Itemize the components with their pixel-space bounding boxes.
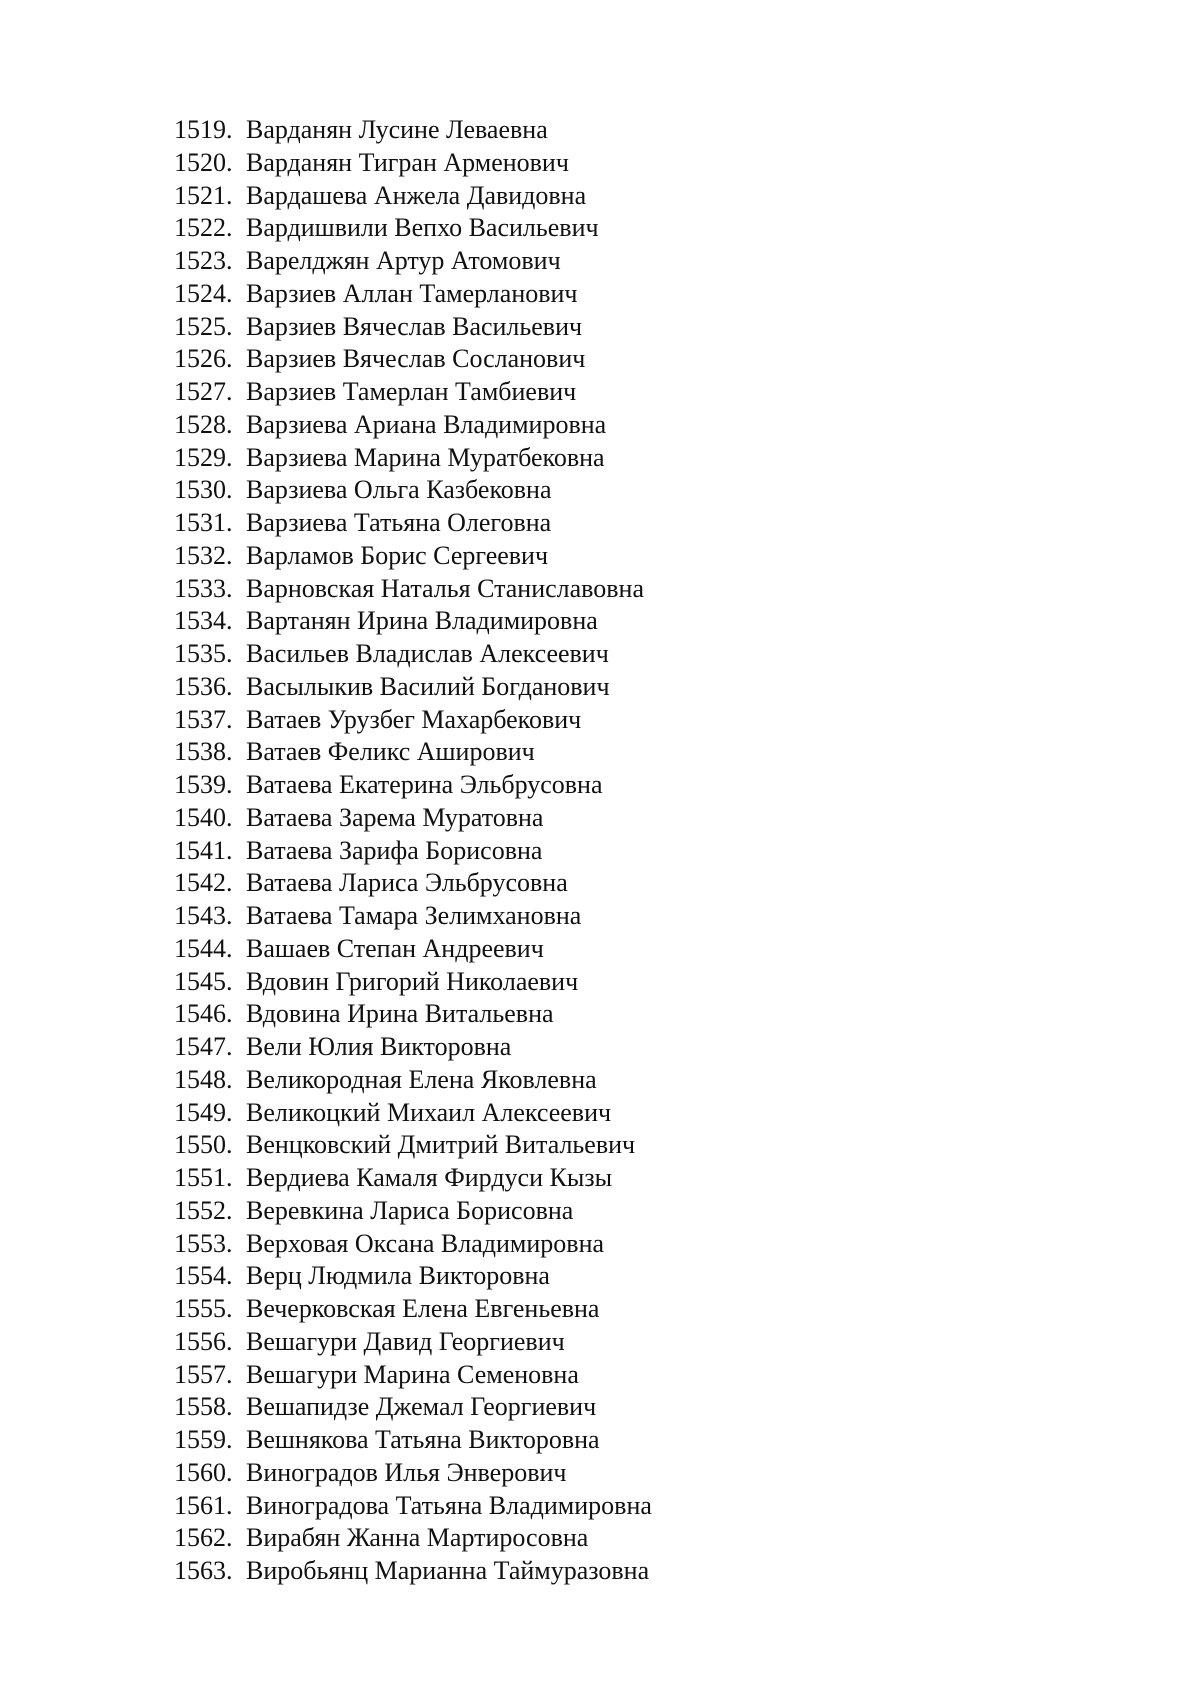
entry-number: 1553.: [174, 1228, 233, 1258]
name-list: [174, 114, 652, 1588]
entry-number: 1536.: [174, 671, 233, 701]
entry-full-name: Вешнякова Татьяна Викторовна: [246, 1425, 600, 1454]
list-item: [174, 376, 652, 409]
list-item: [174, 343, 652, 376]
list-item: [174, 1490, 652, 1523]
entry-full-name: Варзиева Татьяна Олеговна: [246, 508, 552, 537]
entry-number: 1560.: [174, 1457, 233, 1487]
entry-number: 1543.: [174, 901, 233, 930]
entry-number: 1561.: [174, 1490, 233, 1520]
list-item: [174, 1162, 652, 1195]
entry-number: 1548.: [174, 1064, 233, 1094]
entry-number: 1541.: [174, 835, 233, 865]
entry-full-name: Вашаев Степан Андреевич: [246, 933, 544, 963]
entry-number: 1519.: [174, 115, 233, 144]
list-item: [174, 1424, 652, 1457]
list-item: [174, 1260, 652, 1293]
entry-full-name: Вдовина Ирина Витальевна: [246, 999, 554, 1029]
entry-number: 1562.: [174, 1523, 233, 1553]
entry-number: 1540.: [174, 802, 233, 832]
list-item: [174, 1031, 652, 1064]
list-item: [174, 671, 652, 704]
entry-number: 1549.: [174, 1097, 233, 1127]
entry-number: 1547.: [174, 1032, 233, 1061]
entry-full-name: Вели Юлия Викторовна: [246, 1032, 512, 1061]
list-item: [174, 769, 652, 802]
list-item: [174, 1195, 652, 1228]
list-item: [174, 1097, 652, 1130]
entry-full-name: Вирабян Жанна Мартиросовна: [246, 1523, 589, 1553]
list-item: [174, 1326, 652, 1359]
entry-full-name: Варзиев Вячеслав Сосланович: [246, 344, 586, 374]
entry-full-name: Великородная Елена Яковлевна: [246, 1064, 597, 1094]
entry-number: 1534.: [174, 606, 233, 636]
entry-number: 1554.: [174, 1261, 233, 1291]
list-item: [174, 867, 652, 900]
entry-number: 1530.: [174, 475, 233, 505]
entry-full-name: Ватаева Зарифа Борисовна: [246, 835, 543, 865]
entry-full-name: Варзиева Ольга Казбековна: [246, 475, 552, 505]
entry-number: 1522.: [174, 213, 233, 243]
entry-full-name: Виноградов Илья Энверович: [246, 1457, 567, 1487]
entry-full-name: Вартанян Ирина Владимировна: [246, 606, 598, 636]
list-item: [174, 933, 652, 966]
entry-number: 1559.: [174, 1425, 233, 1454]
entry-full-name: Васильев Владислав Алексеевич: [246, 639, 609, 668]
list-item: [174, 605, 652, 638]
entry-full-name: Великоцкий Михаил Алексеевич: [246, 1097, 612, 1127]
list-item: [174, 1522, 652, 1555]
list-item: [174, 245, 652, 278]
entry-full-name: Варзиев Вячеслав Васильевич: [246, 311, 583, 341]
entry-number: 1533.: [174, 573, 233, 603]
entry-full-name: Варзиева Марина Муратбековна: [246, 442, 605, 472]
entry-number: 1527.: [174, 377, 233, 406]
entry-full-name: Варзиева Ариана Владимировна: [246, 409, 607, 439]
entry-full-name: Вардашева Анжела Давидовна: [246, 180, 587, 210]
entry-full-name: Веревкина Лариса Борисовна: [246, 1195, 574, 1225]
list-item: [174, 835, 652, 868]
list-item: [174, 638, 652, 671]
entry-full-name: Ватаев Урузбег Махарбекович: [246, 704, 582, 734]
entry-number: 1539.: [174, 770, 233, 799]
list-item: [174, 736, 652, 769]
entry-number: 1542.: [174, 868, 233, 898]
entry-number: 1557.: [174, 1359, 233, 1389]
list-item: [174, 1228, 652, 1261]
entry-full-name: Венцковский Дмитрий Витальевич: [246, 1130, 636, 1160]
entry-full-name: Ватаева Лариса Эльбрусовна: [246, 868, 568, 898]
list-item: [174, 1064, 652, 1097]
entry-number: 1521.: [174, 180, 233, 210]
entry-full-name: Виробьянц Марианна Таймуразовна: [246, 1556, 650, 1585]
list-item: [174, 1457, 652, 1490]
list-item: [174, 802, 652, 835]
entry-number: 1558.: [174, 1392, 233, 1422]
entry-full-name: Варданян Тигран Арменович: [246, 147, 569, 177]
entry-number: 1556.: [174, 1326, 233, 1356]
entry-full-name: Варелджян Артур Атомович: [246, 246, 561, 275]
entry-full-name: Вердиева Камаля Фирдуси Кызы: [246, 1163, 613, 1192]
entry-number: 1528.: [174, 409, 233, 439]
list-item: [174, 704, 652, 737]
list-item: [174, 180, 652, 213]
entry-number: 1552.: [174, 1195, 233, 1225]
entry-number: 1529.: [174, 442, 233, 472]
list-item: [174, 409, 652, 442]
entry-full-name: Виноградова Татьяна Владимировна: [246, 1490, 652, 1520]
entry-number: 1524.: [174, 278, 233, 308]
entry-number: 1523.: [174, 246, 233, 275]
entry-number: 1531.: [174, 508, 233, 537]
entry-full-name: Варзиев Тамерлан Тамбиевич: [246, 377, 577, 406]
list-item: [174, 1129, 652, 1162]
entry-full-name: Ватаев Феликс Аширович: [246, 737, 535, 767]
entry-number: 1520.: [174, 147, 233, 177]
list-item: [174, 998, 652, 1031]
list-item: [174, 966, 652, 999]
list-item: [174, 573, 652, 606]
list-item: [174, 1555, 652, 1588]
entry-number: 1538.: [174, 737, 233, 767]
entry-full-name: Вдовин Григорий Николаевич: [246, 966, 579, 996]
list-item: [174, 212, 652, 245]
entry-full-name: Вешагури Давид Георгиевич: [246, 1326, 565, 1356]
entry-number: 1532.: [174, 540, 233, 570]
entry-full-name: Ватаева Тамара Зелимхановна: [246, 901, 582, 930]
entry-full-name: Вечерковская Елена Евгеньевна: [246, 1294, 600, 1323]
entry-full-name: Варзиев Аллан Тамерланович: [246, 278, 578, 308]
list-item: [174, 114, 652, 147]
entry-full-name: Варновская Наталья Станиславовна: [246, 573, 645, 603]
list-item: [174, 900, 652, 933]
entry-number: 1550.: [174, 1130, 233, 1160]
entry-number: 1525.: [174, 311, 233, 341]
list-item: [174, 278, 652, 311]
list-item: [174, 1293, 652, 1326]
list-item: [174, 474, 652, 507]
entry-number: 1555.: [174, 1294, 233, 1323]
entry-full-name: Васылыкив Василий Богданович: [246, 671, 610, 701]
entry-number: 1551.: [174, 1163, 233, 1192]
entry-number: 1546.: [174, 999, 233, 1029]
entry-full-name: Ватаева Зарема Муратовна: [246, 802, 544, 832]
list-item: [174, 147, 652, 180]
entry-number: 1537.: [174, 704, 233, 734]
entry-full-name: Вардишвили Вепхо Васильевич: [246, 213, 599, 243]
entry-number: 1545.: [174, 966, 233, 996]
entry-full-name: Верц Людмила Викторовна: [246, 1261, 550, 1291]
entry-full-name: Варданян Лусине Леваевна: [246, 115, 548, 144]
list-item: [174, 507, 652, 540]
entry-full-name: Вешагури Марина Семеновна: [246, 1359, 579, 1389]
entry-number: 1563.: [174, 1556, 233, 1585]
entry-full-name: Ватаева Екатерина Эльбрусовна: [246, 770, 603, 799]
entry-full-name: Верховая Оксана Владимировна: [246, 1228, 605, 1258]
list-item: [174, 311, 652, 344]
entry-full-name: Варламов Борис Сергеевич: [246, 540, 549, 570]
entry-number: 1535.: [174, 639, 233, 668]
list-item: [174, 540, 652, 573]
list-item: [174, 1391, 652, 1424]
entry-full-name: Вешапидзе Джемал Георгиевич: [246, 1392, 597, 1422]
entry-number: 1544.: [174, 933, 233, 963]
list-item: [174, 1359, 652, 1392]
entry-number: 1526.: [174, 344, 233, 374]
list-item: [174, 442, 652, 475]
